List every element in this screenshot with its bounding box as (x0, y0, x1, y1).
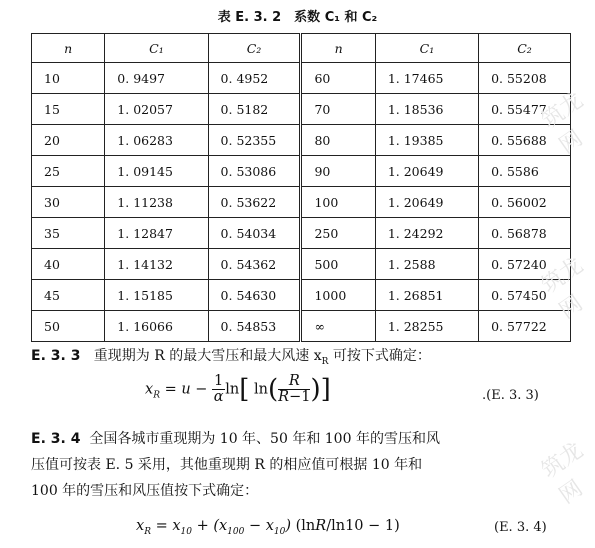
watermark-1: 筑龙网 (537, 87, 588, 160)
table-cell: 0. 9497 (105, 63, 208, 94)
table-cell: 0. 56878 (479, 218, 571, 249)
section-e-3-4 (31, 426, 579, 504)
table-cell: 0. 57240 (479, 249, 571, 280)
table-row (32, 280, 571, 311)
table-cell: 10 (32, 63, 105, 94)
formula-e-3-3: $x_R = u$ − $\frac{1}{\alpha}$ ln[ ln( $\frac{R}{R-1}$ )] (145, 373, 331, 405)
table-cell: 35 (32, 218, 105, 249)
table-cell: 25 (32, 156, 105, 187)
table-cell: 40 (32, 249, 105, 280)
table-cell: 1. 26851 (375, 280, 478, 311)
watermark-3: 筑龙网 (537, 437, 588, 510)
col-header-n-2: n (301, 34, 375, 63)
table-cell: 60 (301, 63, 375, 94)
table-cell: ∞ (301, 311, 375, 342)
table-cell: 70 (301, 94, 375, 125)
table-cell: 250 (301, 218, 375, 249)
table-cell: 1. 02057 (105, 94, 208, 125)
table-cell: 0. 55208 (479, 63, 571, 94)
col-header-n: n (32, 34, 105, 63)
table-cell: 0. 4952 (208, 63, 301, 94)
table-row (32, 156, 571, 187)
table-cell: 1. 2588 (375, 249, 478, 280)
table-cell: 0. 53086 (208, 156, 301, 187)
table-cell: 0. 54630 (208, 280, 301, 311)
table-cell: 0. 5182 (208, 94, 301, 125)
table-cell: 100 (301, 187, 375, 218)
table-cell: 80 (301, 125, 375, 156)
table-cell: 45 (32, 280, 105, 311)
col-header-c1-2: C₁ (375, 34, 478, 63)
table-cell: 1. 20649 (375, 187, 478, 218)
table-cell: 1. 17465 (375, 63, 478, 94)
section-text-subscript: R (321, 356, 329, 367)
section-number: E. 3. 4 (31, 431, 81, 447)
table-cell: 0. 54362 (208, 249, 301, 280)
table-caption: 表 E. 3. 2 系数 C₁ 和 C₂ (217, 10, 378, 25)
table-cell: 1. 11238 (105, 187, 208, 218)
table-cell: 1. 15185 (105, 280, 208, 311)
section-number: E. 3. 3 (31, 348, 81, 364)
table-cell: 20 (32, 125, 105, 156)
table-cell: 1. 18536 (375, 94, 478, 125)
table-cell: 0. 54034 (208, 218, 301, 249)
table-row (32, 311, 571, 342)
table-cell: 0. 53622 (208, 187, 301, 218)
table-row (32, 187, 571, 218)
col-header-c2-2: C₂ (479, 34, 571, 63)
col-header-c1: C₁ (105, 34, 208, 63)
equation-number-e-3-3: .(E. 3. 3) (482, 388, 539, 403)
col-header-c2: C₂ (208, 34, 301, 63)
formula-e-3-4: $x_R = x_{10} + (x_{100} - x_{10}) (\ln R/\ln 10 - 1)$ (136, 518, 400, 537)
table-cell: 1. 16066 (105, 311, 208, 342)
table-cell: 90 (301, 156, 375, 187)
table-cell: 1. 06283 (105, 125, 208, 156)
table-cell: 0. 55477 (479, 94, 571, 125)
table-row (32, 63, 571, 94)
table-cell: 0. 56002 (479, 187, 571, 218)
table-cell: 15 (32, 94, 105, 125)
section-line-1: 全国各城市重现期为 10 年、50 年和 100 年的雪压和风 (89, 431, 440, 447)
table-cell: 1000 (301, 280, 375, 311)
table-row (32, 125, 571, 156)
table-cell: 1. 09145 (105, 156, 208, 187)
section-text: 重现期为 R 的最大雪压和最大风速 x (93, 348, 322, 364)
table-cell: 0. 57722 (479, 311, 571, 342)
table-row (32, 94, 571, 125)
table-cell: 0. 52355 (208, 125, 301, 156)
table-cell: 1. 12847 (105, 218, 208, 249)
table-cell: 1. 28255 (375, 311, 478, 342)
table-cell: 1. 24292 (375, 218, 478, 249)
table-cell: 50 (32, 311, 105, 342)
table-header-row (32, 34, 571, 63)
table-cell: 0. 54853 (208, 311, 301, 342)
table-cell: 1. 20649 (375, 156, 478, 187)
table-cell: 1. 19385 (375, 125, 478, 156)
table-cell: 0. 57450 (479, 280, 571, 311)
table-cell: 500 (301, 249, 375, 280)
table-row (32, 249, 571, 280)
table-row (32, 218, 571, 249)
section-line-2: 压值可按表 E. 5 采用，其他重现期 R 的相应值可根据 10 年和 (31, 457, 423, 473)
section-text-tail: 可按下式确定： (328, 348, 431, 364)
table-cell: 1. 14132 (105, 249, 208, 280)
section-e-3-3 (31, 343, 576, 375)
equation-number-e-3-4: (E. 3. 4) (494, 520, 547, 535)
watermark-2: 筑龙网 (537, 252, 588, 325)
table-cell: 0. 55688 (479, 125, 571, 156)
section-line-3: 100 年的雪压和风压值按下式确定： (31, 483, 259, 499)
coefficient-table (31, 33, 571, 342)
table-cell: 30 (32, 187, 105, 218)
table-cell: 0. 5586 (479, 156, 571, 187)
